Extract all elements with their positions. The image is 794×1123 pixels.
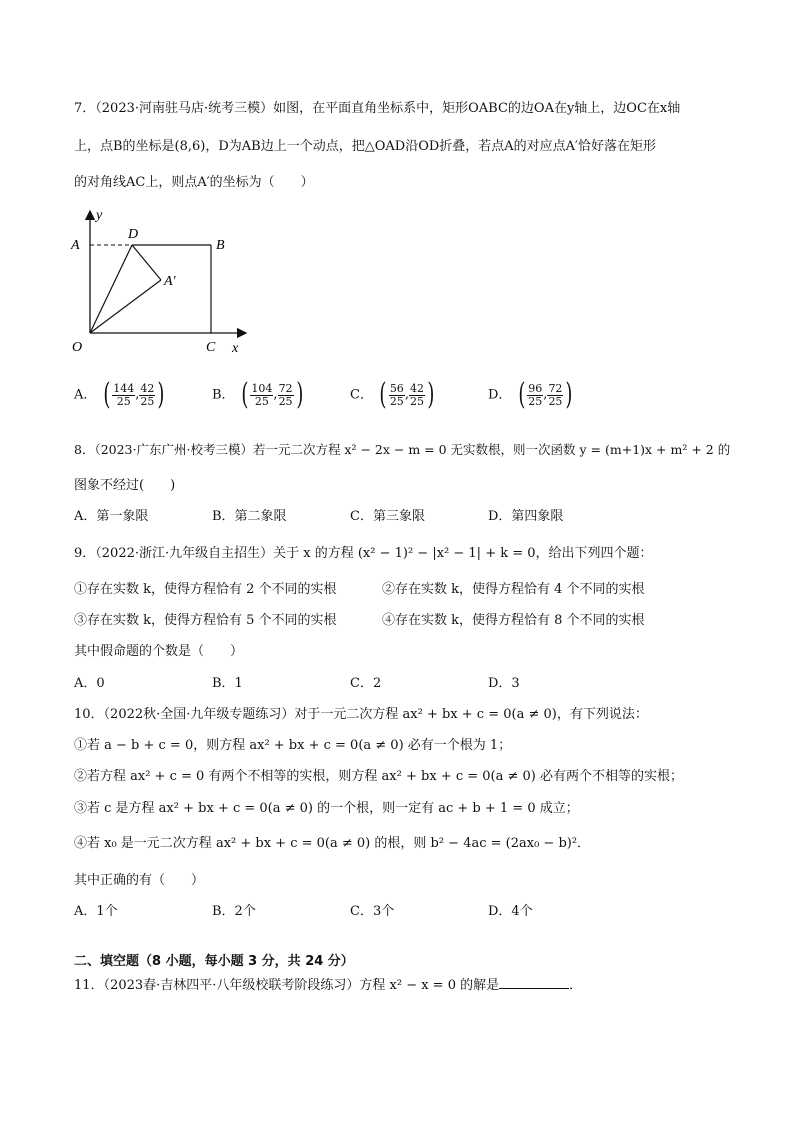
q10-statement-3: ③若 c 是方程 ax² + bx + c = 0(a ≠ 0) 的一个根，则一定有 ac + b + 1 = 0 成立； — [74, 801, 579, 816]
label-y: y — [96, 208, 103, 223]
q7-figure — [68, 205, 268, 355]
q7-option-b[interactable]: B． ( $\frac{104}{25}$ , $\frac{72}{25}$ ) — [212, 377, 303, 412]
q10-option-c[interactable]: C．3个 — [350, 904, 395, 919]
q8-line2: 图象不经过( ) — [74, 478, 176, 493]
q9-proposition-2: ②存在实数 k，使得方程恰有 4 个不同的实根 — [382, 582, 645, 597]
frac-num: 42 — [409, 381, 424, 395]
option-letter: A． — [74, 387, 97, 403]
q8-line1: 8．（2023·广东广州·校考三模）若一元二次方程 x² − 2x − m = 0 无实数根，则一次函数 y = (m+1)x + m² + 2 的 — [74, 442, 731, 457]
q7-line1: 7．（2023·河南驻马店·统考三模）如图，在平面直角坐标系中，矩形OABC的边OA在y轴上，边OC在x轴 — [74, 101, 681, 116]
label-C: C — [206, 340, 216, 355]
q7-option-c[interactable]: C． ( $\frac{56}{25}$ , $\frac{42}{25}$ ) — [350, 377, 435, 412]
q7-option-a[interactable]: A． ( $\frac{144}{25}$ , $\frac{42}{25}$ ) — [74, 377, 165, 412]
frac-num: 42 — [140, 381, 155, 395]
q10-option-a[interactable]: A．1个 — [74, 904, 118, 919]
frac-num: 72 — [548, 381, 563, 395]
q10-option-b[interactable]: B．2个 — [212, 904, 256, 919]
option-letter: B． — [212, 387, 235, 403]
frac-den: 25 — [389, 394, 404, 408]
q9-proposition-1: ①存在实数 k，使得方程恰有 2 个不同的实根 — [74, 582, 337, 597]
q11-answer-blank[interactable] — [499, 976, 569, 989]
segment-DAprime — [132, 245, 161, 280]
frac-num: 144 — [113, 381, 135, 395]
q10-statement-4: ④若 x₀ 是一元二次方程 ax² + bx + c = 0(a ≠ 0) 的根，则 b² − 4ac = (2ax₀ − b)²． — [74, 836, 591, 851]
frac-num: 104 — [251, 381, 273, 395]
segment-OAprime — [90, 280, 161, 333]
frac-den: 25 — [409, 394, 424, 408]
label-A: A — [71, 238, 80, 253]
q8-option-c[interactable]: C．第三象限 — [350, 509, 425, 524]
q9-option-a[interactable]: A．0 — [74, 676, 105, 691]
frac-num: 72 — [278, 381, 293, 395]
frac-den: 25 — [254, 394, 269, 408]
q10-statement-1: ①若 a − b + c = 0，则方程 ax² + bx + c = 0(a ≠ 0) 必有一个根为 1； — [74, 738, 512, 753]
q9-option-d[interactable]: D．3 — [488, 676, 520, 691]
frac-den: 25 — [116, 394, 131, 408]
q8-option-a[interactable]: A．第一象限 — [74, 509, 149, 524]
q10-option-d[interactable]: D．4个 — [488, 904, 533, 919]
q7-option-d[interactable]: D． ( $\frac{96}{25}$ , $\frac{72}{25}$ ) — [488, 377, 573, 412]
q9-proposition-4: ④存在实数 k，使得方程恰有 8 个不同的实根 — [382, 613, 645, 628]
q10-line1: 10．（2022秋·全国·九年级专题练习）对于一元二次方程 ax² + bx + c = 0(a ≠ 0)，有下列说法： — [74, 707, 648, 722]
label-x: x — [232, 341, 239, 355]
q8-option-b[interactable]: B．第二象限 — [212, 509, 287, 524]
frac-den: 25 — [548, 394, 563, 408]
option-letter: C． — [350, 387, 373, 403]
frac-den: 25 — [528, 394, 543, 408]
q10-question: 其中正确的有（ ） — [74, 873, 205, 888]
q10-statement-2: ②若方程 ax² + c = 0 有两个不相等的实根，则方程 ax² + bx + c = 0(a ≠ 0) 必有两个不相等的实根； — [74, 769, 683, 784]
q11-text: 11．（2023春·吉林四平·八年级校联考阶段练习）方程 x² − x = 0 的解是 — [74, 978, 500, 993]
section-title-fill-blank: 二、填空题（8 小题，每小题 3 分，共 24 分） — [74, 954, 354, 969]
q9-proposition-3: ③存在实数 k，使得方程恰有 5 个不同的实根 — [74, 613, 337, 628]
label-O: O — [72, 340, 83, 355]
segment-OD — [90, 245, 132, 333]
option-letter: D． — [488, 387, 512, 403]
frac-den: 25 — [278, 394, 293, 408]
q9-option-c[interactable]: C．2 — [350, 676, 382, 691]
label-Aprime: A′ — [164, 274, 176, 289]
q9-option-b[interactable]: B．1 — [212, 676, 243, 691]
frac-den: 25 — [140, 394, 155, 408]
label-B: B — [216, 238, 225, 253]
q9-line1: 9．（2022·浙江·九年级自主招生）关于 x 的方程 (x² − 1)² − |x² − 1| + k = 0，给出下列四个题： — [74, 546, 653, 561]
q11-end: ． — [569, 978, 583, 993]
frac-num: 56 — [389, 381, 404, 395]
q9-question: 其中假命题的个数是（ ） — [74, 644, 244, 659]
label-D: D — [128, 227, 139, 242]
frac-num: 96 — [528, 381, 543, 395]
q8-option-d[interactable]: D．第四象限 — [488, 509, 564, 524]
q7-line3: 的对角线AC上，则点A′的坐标为（ ） — [74, 175, 314, 190]
q11-line — [74, 976, 582, 995]
q7-line2: 上，点B的坐标是(8,6)，D为AB边上一个动点，把△OAD沿OD折叠，若点A的对应点A′恰好落在矩形 — [74, 139, 657, 154]
